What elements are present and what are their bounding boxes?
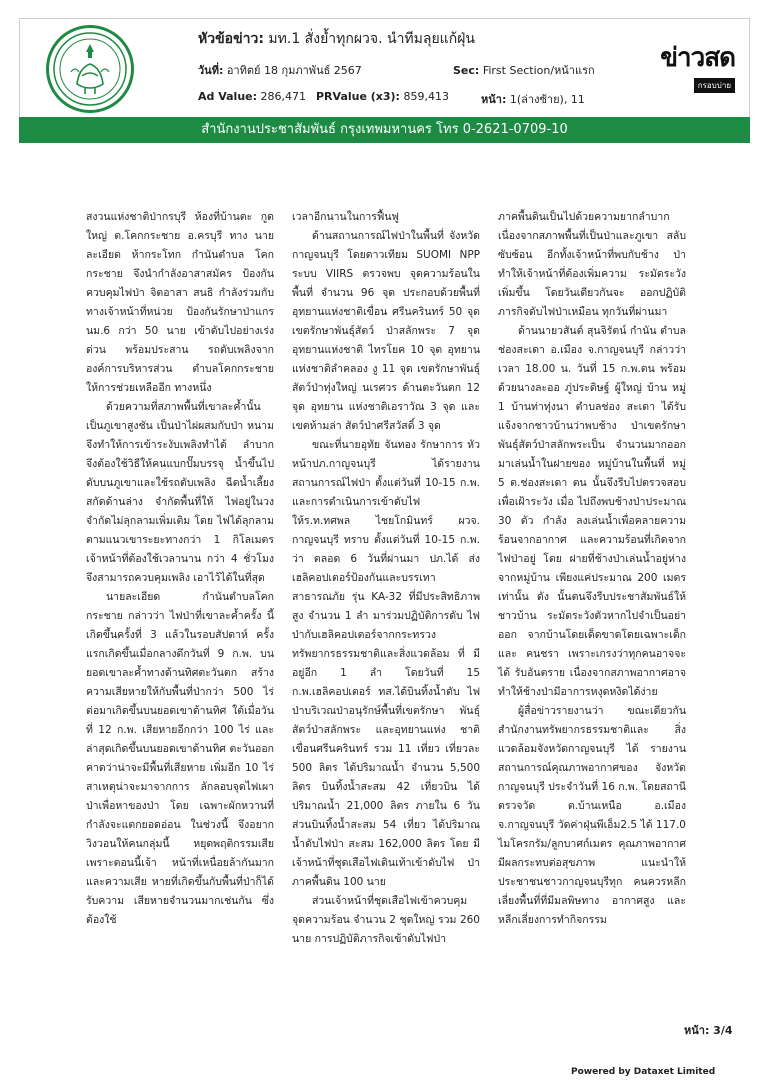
article-column-3 xyxy=(498,208,686,930)
ad-value-label: Ad Value: xyxy=(198,90,258,103)
section-value: First Section/หน้าแรก xyxy=(482,64,595,77)
date-label: วันที่: xyxy=(198,64,224,77)
article-body xyxy=(86,208,686,1004)
date-row xyxy=(198,61,362,79)
paragraph: นายละเอียด กำนันตำบลโคก กระชาย กล่าวว่า ไฟป่าที่เขาละค้ำครั้ง นี้เกิดขึ้นครั้งที่ 3 แล้วในรอบสัปดาห์ ครั้งแรกเกิดขึ้นเมื่อกลางดึกวันที่ 9 ก.พ. บนยอดเขาละค้ำทางด้านทิศตะวันตก สร้างความเสียหายให้กับพื้นที่ป่ากว่า 500 ไร่ ต่อมาเกิดขึ้นบนยอดเขาด้านทิศ ใต้เมื่อวันที่ 12 ก.พ. เสียหายอีกกว่า 100 ไร่ และล่าสุดเกิดขึ้นบนยอดเขาด้านทิศ ตะวันออก คาดว่าน่าจะมีพื้นที่เสียหาย เพิ่มอีก 10 ไร่ สาเหตุน่าจะมาจากการ ลักลอบจุดไฟเผาป่าเพื่อหาของป่า โดย เฉพาะผักหวานที่กำลังจะแตกยอดอ่อน ในช่วงนี้ จึงอยากวิงวอนให้คนกลุ่มนี้ หยุดพฤติกรรมเสีย เพราะตอนนี้เจ้า หน้าที่เหนื่อยล้ากันมาก และความเสีย หายที่เกิดขึ้นกับพื้นที่ป่าก็ได้รับความ เสียหายจำนวนมากเช่นกัน ซึ่งต้องใช้ xyxy=(86,591,274,926)
clipping-header xyxy=(19,18,750,118)
paragraph: ภาคพื้นดินเป็นไปด้วยความยากลำบาก เนื่องจากสภาพพื้นที่เป็นป่าและภูเขา สลับซับซ้อน อีกทั้งเจ้าหน้าที่พบกับช้าง ป่า ทำให้เจ้าหน้าที่ต้องเพิ่มความ ระมัดระวังเพิ่มขึ้น โดยวันเดียวกันจะ ออกปฏิบัติภารกิจดับไฟป่าเหมือน ทุกวันที่ผ่านมา xyxy=(498,211,686,318)
article-column-1 xyxy=(86,208,274,930)
office-contact-bar: สำนักงานประชาสัมพันธ์ กรุงเทพมหานคร โทร 0-2621-0709-10 xyxy=(19,117,750,143)
paragraph: ด้านสถานการณ์ไฟป่าในพื้นที่ จังหวัดกาญจนบุรี โดยดาวเทียม SUOMI NPP ระบบ VIIRS ตรวจพบ จุดความร้อนในพื้นที่ จำนวน 96 จุด ประกอบด้วยพื้นที่อุทยานแห่งชาติเขื่อน ศรีนครินทร์ 50 จุด เขตรักษาพันธุ์สัตว์ ป่าสลักพระ 7 จุด อุทยานแห่งชาติ ไทรโยค 10 จุด อุทยานแห่งชาติลำคลอง งู 11 จุด เขตรักษาพันธุ์สัตว์ป่าทุ่งใหญ่ นเรศวร ด้านตะวันตก 12 จุด อุทยาน แห่งชาติเอราวัณ 3 จุด และเขตห้ามล่า สัตว์ป่าศรีสวัสดิ์ 3 จุด xyxy=(292,230,480,432)
paragraph: สงวนแห่งชาติป่ากรบุรี ห้องที่บ้านตะ กูดใหญ่ ต.โคกกระชาย อ.ครบุรี ทาง นายละเอียด ห้ากระโทก กำนันตำบล โคกกระชาย จึงนำกำลังอาสาสมัคร ป้องกันควบคุมไฟป่า จิตอาสา สนธิ กำลังร่วมกับทางเจ้าหน้าที่หน่วย ป้องกันรักษาป่าแกร นม.6 กว่า 50 นาย เข้าดับไปอย่างเร่งด่วน พร้อมประสาน รถดับเพลิงจากองค์การบริหารส่วน ตำบลโคกกระชายให้การช่วยเหลืออีก ทางหนึ่ง xyxy=(86,211,274,394)
article-column-2 xyxy=(292,208,480,949)
paragraph: ผู้สื่อข่าวรายงานว่า ขณะเดียวกัน สำนักงานทรัพยากรธรรมชาติและ สิ่งแวดล้อมจังหวัดกาญจนบุรี ได้ รายงานสถานการณ์คุณภาพอากาศของ จังหวัดกาญจนบุรี ประจำวันที่ 16 ก.พ. โดยสถานีตรวจวัด ต.บ้านเหนือ อ.เมือง จ.กาญจนบุรี วัดค่าฝุ่นพีเอ็ม2.5 ได้ 117.0 ไมโครกรัม/ลูกบาศก์เมตร คุณภาพอากาศมีผลกระทบต่อสุขภาพ แนะนำให้ประชาชนชาวกาญจนบุรีทุก คนควรหลีกเลี่ยงพื้นที่ที่มีมลพิษทาง อากาศสูง และหลีกเลี่ยงการทำกิจกรรม xyxy=(498,705,686,926)
bangkok-emblem-icon xyxy=(46,25,134,113)
paragraph: ด้วยความที่สภาพพื้นที่เขาละค้ำนั้น เป็นภูเขาสูงชัน เป็นป่าไผ่ผสมกับป่า หนาม จึงทำให้การเข้าระงับเพลิงทำได้ ลำบาก จึงต้องใช้วิธีให้คนแบกปั๊มบรรจุ น้ำขึ้นไปดับบนภูเขาและใช้รถดับเพลิง ฉีดน้ำเลี้ยงสกัดด้านล่าง จำกัดพื้นที่ให้ ไฟอยู่ในวงจำกัดไม่ลุกลามเพิ่มเติม โดย ไฟได้ลุกลามตามแนวเขาระยะทางกว่า 1 กิโลเมตร เจ้าหน้าที่ต้องใช้เวลานาน กว่า 4 ชั่วโมงจึงสามารถควบคุมเพลิง เอาไว้ได้ในที่สุด xyxy=(86,401,274,584)
pr-value-row xyxy=(316,90,449,103)
headline xyxy=(198,28,475,50)
edition-badge: กรอบบ่าย xyxy=(694,78,735,93)
paragraph: ขณะที่นายอุทัย จันทอง รักษาการ หัวหน้าปภ.กาญจนบุรี ได้รายงาน สถานการณ์ไฟป่า ตั้งแต่วันที่ 10-15 ก.พ. และการดำเนินการเข้าดับไฟ ให้ร.ท.ทศพล ไชยโกมินทร์ ผวจ. กาญจนบุรี ทราบ ตั้งแต่วันที่ 10-15 ก.พ. ว่า ตลอด 6 วันที่ผ่านมา ปภ.ได้ ส่งเฮลิคอปเตอร์ป้องกันและบรรเทา สาธารณภัย รุ่น KA-32 ที่มีประสิทธิภาพ สูง จำนวน 1 ลำ มาร่วมปฏิบัติการดับ ไฟป่ากับเฮลิคอปเตอร์จากกระทรวง ทรัพยากรธรรมชาติและสิ่งแวดล้อม ที่ มีอยู่อีก 1 ลำ โดยวันที่ 15 ก.พ.เฮลิคอปเตอร์ ทส.ได้บินทิ้งน้ำดับ ไฟป่าบริเวณป่าอนุรักษ์พื้นที่เขตรักษา พันธุ์สัตว์ป่าสลักพระ และอุทยานแห่ง ชาติเขื่อนศรีนครินทร์ รวม 11 เที่ยว เที่ยวละ 500 ลิตร ได้ปริมาณน้ำ จำนวน 5,500 ลิตร บินทิ้งน้ำสะสม 42 เที่ยวบิน ได้ปริมาณน้ำ 21,000 ลิตร ภายใน 6 วัน ส่วนบินทิ้งน้ำสะสม 54 เที่ยว ได้ปริมาณ น้ำดับไฟป่า สะสม 162,000 ลิตร โดย มีเจ้าหน้าที่ชุดเสือไฟเดินเท้าเข้าดับไฟ ป่าภาคพื้นดิน 100 นาย xyxy=(292,439,480,888)
page-row xyxy=(481,90,585,108)
page-number: หน้า: 3/4 xyxy=(684,1024,733,1037)
ad-value-row xyxy=(198,90,306,103)
paragraph: ด้านนายวสันต์ สุนจิรัตน์ กำนัน ตำบลช่องสะเดา อ.เมือง จ.กาญจนบุรี กล่าวว่า เวลา 18.00 น. วันที่ 15 ก.พ.ตน พร้อมด้วยนางละออ ภู่ประดิษฐ์ ผู้ใหญ่ บ้าน หมู่ 1 บ้านท่าทุ่งนา ตำบลช่อง สะเดา ได้รับแจ้งจากชาวบ้านว่าพบช้าง ป่าเขตรักษาพันธุ์สัตว์ป่าสลักพระเป็น จำนวนมากออกมาเล่นน้ำในฝายของ หมู่บ้านในพื้นที่ หมู่ 5 ต.ช่องสะเดา ตน นั้นจึงรีบไปตรวจสอบเพื่อเฝ้าระวัง เมื่อ ไปถึงพบช้างป่าประมาณ 30 ตัว กำลัง ลงเล่นน้ำเพื่อคลายความร้อนจากอากาศ และความร้อนที่เกิดจากไฟป่าอยู่ โดย ฝายที่ช้างป่าเล่นน้ำอยู่ห่างจากหมู่บ้าน เพียงแค่ประมาณ 200 เมตร เท่านั้น ดัง นั้นตนจึงรีบประชาสัมพันธ์ให้ชาวบ้าน ระมัดระวังตัวหากไปจำเป็นอย่าออก จากบ้านโดยเด็ดขาดโดยเฉพาะเด็กและ คนชรา เพราะเกรงว่าทุกคนอาจจะได้ รับอันตราย เนื่องจากสภาพอากาศอาจ ทำให้ช้างป่ามีอาการหงุดหงิดได้ง่าย xyxy=(498,325,686,698)
headline-value: มท.1 สั่งย้ำทุกผวจ. นำทีมลุยแก้ฝุ่น xyxy=(268,31,475,47)
section-row xyxy=(453,61,595,79)
headline-label: หัวข้อข่าว: xyxy=(198,31,264,47)
pr-value: 859,413 xyxy=(403,90,449,103)
ad-value: 286,471 xyxy=(260,90,307,103)
newspaper-brand xyxy=(643,43,735,93)
page-value: 1(ล่างซ้าย), 11 xyxy=(509,93,585,106)
newspaper-logo: ข่าวสด xyxy=(660,43,735,73)
powered-by: Powered by Dataxet Limited xyxy=(571,1067,716,1077)
page-label: หน้า: xyxy=(481,93,507,106)
date-value: อาทิตย์ 18 กุมภาพันธ์ 2567 xyxy=(226,64,362,77)
section-label: Sec: xyxy=(453,64,480,77)
pr-value-label: PRValue (x3): xyxy=(316,90,400,103)
paragraph: เวลาอีกนานในการฟื้นฟู xyxy=(292,211,399,223)
paragraph: ส่วนเจ้าหน้าที่ชุดเสือไฟเข้าควบคุม จุดความร้อน จำนวน 2 ชุดใหญ่ รวม 260 นาย การปฏิบัติภารกิจเข้าดับไฟป่า xyxy=(292,895,480,945)
